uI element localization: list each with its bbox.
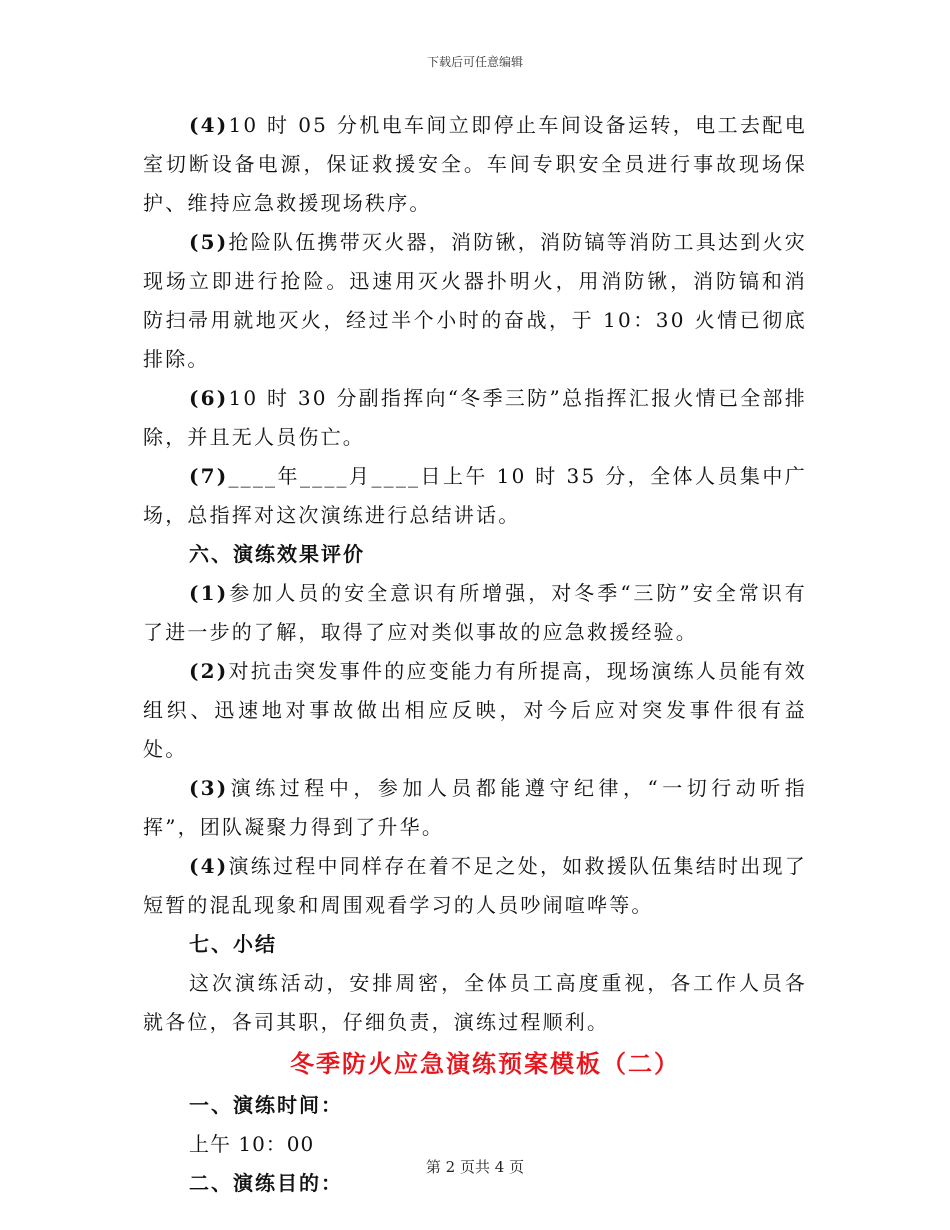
item-text: 10 时 05 分机电车间立即停止车间设备运转，电工去配电室切断设备电源，保证救援安全。车间专职安全员进行事故现场保护、维持应急救援现场秩序。 <box>143 113 807 215</box>
list-item-2 <box>143 652 807 769</box>
list-item-4b <box>143 847 807 925</box>
list-item-6 <box>143 379 807 457</box>
page-header: 下载后可任意编辑 <box>426 55 523 69</box>
page-content <box>143 106 807 1203</box>
list-item-5 <box>143 223 807 379</box>
heading-drill-purpose: 二、演练目的： <box>189 1171 343 1195</box>
item-number: (6) <box>189 386 229 410</box>
list-item-4 <box>143 106 807 223</box>
item-number: (7) <box>189 464 229 488</box>
item-number: (4) <box>189 113 229 137</box>
item-number: (2) <box>189 659 229 683</box>
item-number: (1) <box>189 581 229 605</box>
section-heading-evaluation: 六、演练效果评价 <box>189 542 365 566</box>
summary-paragraph: 这次演练活动，安排周密，全体员工高度重视，各工作人员各就各位，各司其职，仔细负责，演练过程顺利。 <box>143 971 807 1034</box>
item-text: 演练过程中同样存在着不足之处，如救援队伍集结时出现了短暂的混乱现象和周围观看学习的人员吵闹喧哗等。 <box>143 854 807 917</box>
item-number: (5) <box>189 230 229 254</box>
document-section-title: 冬季防火应急演练预案模板（二） <box>290 1049 680 1078</box>
list-item-1 <box>143 574 807 652</box>
item-text: 参加人员的安全意识有所增强，对冬季“三防”安全常识有了进一步的了解，取得了应对类似事故的应急救援经验。 <box>143 581 807 644</box>
section-heading-summary: 七、小结 <box>189 932 277 956</box>
drill-time-value: 上午 10：00 <box>189 1132 315 1156</box>
item-text: ____年____月____日上午 10 时 35 分，全体人员集中广场，总指挥对这次演练进行总结讲话。 <box>143 464 807 527</box>
item-text: 演练过程中，参加人员都能遵守纪律，“一切行动听指挥”，团队凝聚力得到了升华。 <box>143 776 807 839</box>
item-number: (4) <box>189 854 229 878</box>
item-text: 抢险队伍携带灭火器，消防锹，消防镐等消防工具达到火灾现场立即进行抢险。迅速用灭火器扑明火，用消防锹，消防镐和消防扫帚用就地灭火，经过半个小时的奋战，于 10：30 火情已彻底排除。 <box>143 230 807 371</box>
list-item-7 <box>143 457 807 535</box>
heading-drill-time: 一、演练时间： <box>189 1093 343 1117</box>
list-item-3 <box>143 769 807 847</box>
item-text: 10 时 30 分副指挥向“冬季三防”总指挥汇报火情已全部排除，并且无人员伤亡。 <box>143 386 807 449</box>
page-footer: 第 2 页共 4 页 <box>425 1158 525 1176</box>
item-text: 对抗击突发事件的应变能力有所提高，现场演练人员能有效组织、迅速地对事故做出相应反映，对今后应对突发事件很有益处。 <box>143 659 807 761</box>
item-number: (3) <box>189 776 229 800</box>
